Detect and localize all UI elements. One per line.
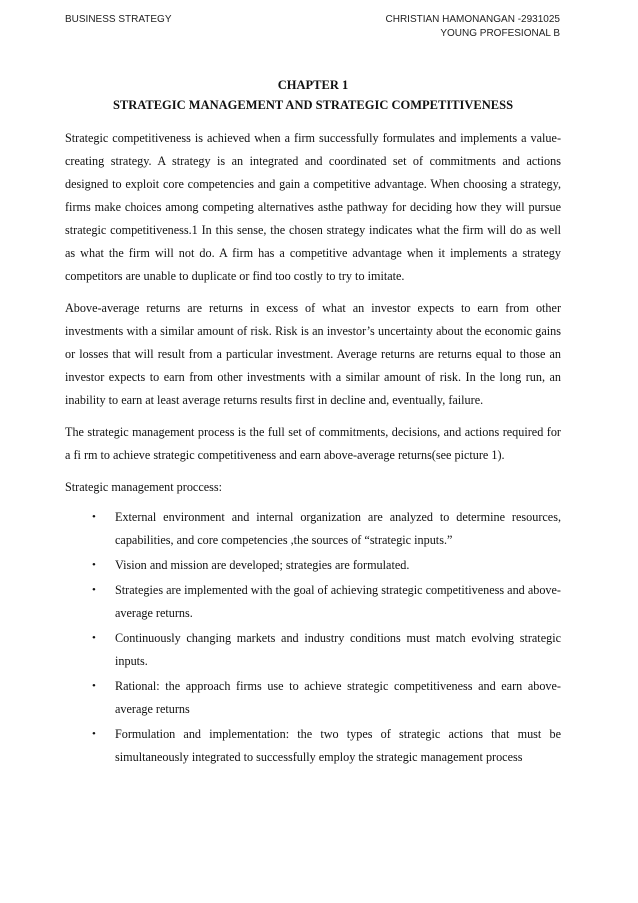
chapter-title: STRATEGIC MANAGEMENT AND STRATEGIC COMPETITIVENESS (112, 98, 514, 112)
bullet-icon: • (92, 632, 96, 644)
bullet-icon: • (92, 559, 96, 571)
document-body (65, 75, 561, 771)
bullet-icon: • (92, 511, 96, 523)
list-item (65, 579, 561, 625)
list-item (65, 627, 561, 673)
paragraph-competitiveness: Strategic competitiveness is achieved when a firm successfully formulates and implements a value-creating strategy. A strategy is an integrated and coordinated set of commitments and actions designed to exploit core competencies and gain a competitive advantage. When choosing a strategy, firms make choices among competing alternatives asthe pathway for deciding how they will pursue strategic competitiveness.1 In this sense, the chosen strategy indicates what the firm will do as well as what the firm will not do. A firm has a competitive advantage when it implements a strategy competitors are unable to duplicate or find too costly to try to imitate. (65, 131, 561, 283)
header-class: YOUNG PROFESIONAL B (440, 28, 560, 39)
header-right (386, 13, 561, 41)
paragraph-process: The strategic management process is the full set of commitments, decisions, and actions required for a fi rm to achieve strategic competitiveness and earn above-average returns(see picture 1). (65, 425, 561, 462)
list-item-text: Formulation and implementation: the two types of strategic actions that must be simultaneously integrated to successfully employ the strategic management process (115, 727, 561, 764)
list-item-text: Rational: the approach firms use to achieve strategic competitiveness and earn above-average returns (115, 679, 561, 716)
list-item-text: Strategies are implemented with the goal of achieving strategic competitiveness and above-average returns. (115, 583, 561, 620)
process-bullet-list (65, 506, 561, 769)
bullet-icon: • (92, 728, 96, 740)
list-item-text: External environment and internal organization are analyzed to determine resources, capabilities, and core competencies ,the sources of “strategic inputs.” (115, 510, 561, 547)
list-item-text: Vision and mission are developed; strategies are formulated. (115, 558, 410, 572)
list-intro: Strategic management proccess: (65, 480, 223, 494)
list-item-text: Continuously changing markets and industry conditions must match evolving strategic inputs. (115, 631, 561, 668)
list-item (65, 506, 561, 552)
bullet-icon: • (92, 680, 96, 692)
list-item (65, 554, 561, 577)
bullet-icon: • (92, 584, 96, 596)
list-item (65, 675, 561, 721)
header-author: CHRISTIAN HAMONANGAN -2931025 (385, 14, 560, 25)
list-item (65, 723, 561, 769)
header-left: BUSINESS STRATEGY (65, 14, 172, 25)
chapter-heading: CHAPTER 1 (277, 78, 349, 92)
paragraph-returns: Above-average returns are returns in excess of what an investor expects to earn from other investments with a similar amount of risk. Risk is an investor’s uncertainty about the economic gains or losses that will result from a particular investment. Average returns are returns equal to those an investor expects to earn from other investments with a similar amount of risk. In the long run, an inability to earn at least average returns results first in decline and, eventually, failure. (65, 301, 561, 407)
